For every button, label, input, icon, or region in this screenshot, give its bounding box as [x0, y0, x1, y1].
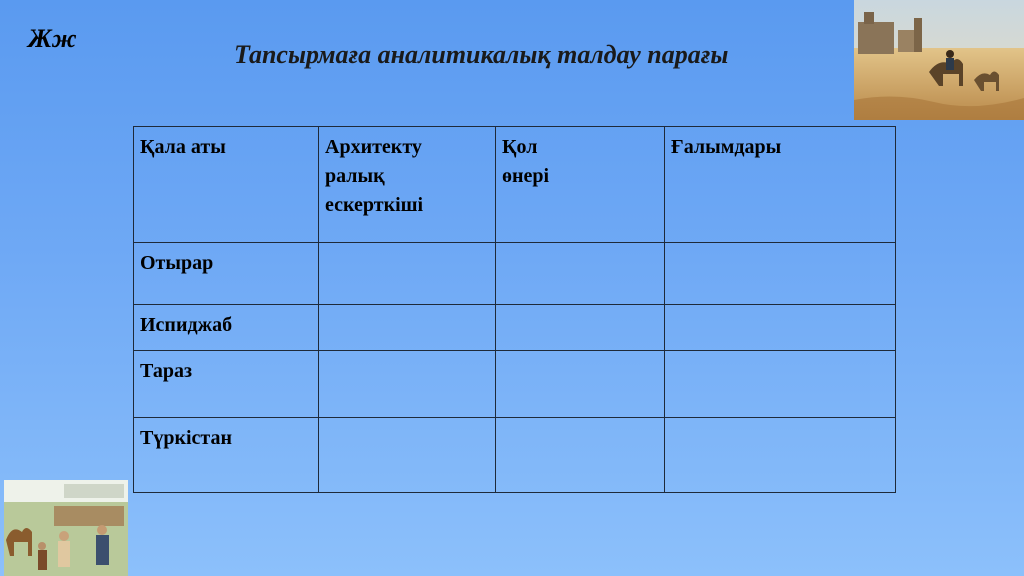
medieval-market-painting: [4, 480, 128, 576]
desert-caravan-painting: [854, 0, 1024, 120]
table-cell[interactable]: [319, 351, 496, 418]
table-cell[interactable]: [665, 305, 896, 351]
header-architecture: Архитекту ралық ескерткіші: [319, 127, 496, 243]
table-cell[interactable]: [496, 305, 665, 351]
table-cell[interactable]: [665, 418, 896, 493]
city-cell: Түркістан: [134, 418, 319, 493]
table-row: [134, 418, 896, 493]
table-cell[interactable]: [665, 243, 896, 305]
table-row: [134, 351, 896, 418]
header-city-name: Қала аты: [134, 127, 319, 243]
table-cell[interactable]: [319, 305, 496, 351]
header-crafts: Қол өнері: [496, 127, 665, 243]
table-cell[interactable]: [496, 243, 665, 305]
city-cell: Отырар: [134, 243, 319, 305]
table-cell[interactable]: [496, 351, 665, 418]
analysis-table: [133, 126, 896, 493]
slide-title: Тапсырмаға аналитикалық талдау парағы: [234, 40, 729, 69]
table-header-row: [134, 127, 896, 243]
table-row: [134, 243, 896, 305]
table-cell[interactable]: [319, 243, 496, 305]
corner-label: Жж: [28, 24, 77, 53]
city-cell: Тараз: [134, 351, 319, 418]
header-scholars: Ғалымдары: [665, 127, 896, 243]
city-cell: Испиджаб: [134, 305, 319, 351]
table-cell[interactable]: [665, 351, 896, 418]
table-cell[interactable]: [319, 418, 496, 493]
table-cell[interactable]: [496, 418, 665, 493]
table-row: [134, 305, 896, 351]
